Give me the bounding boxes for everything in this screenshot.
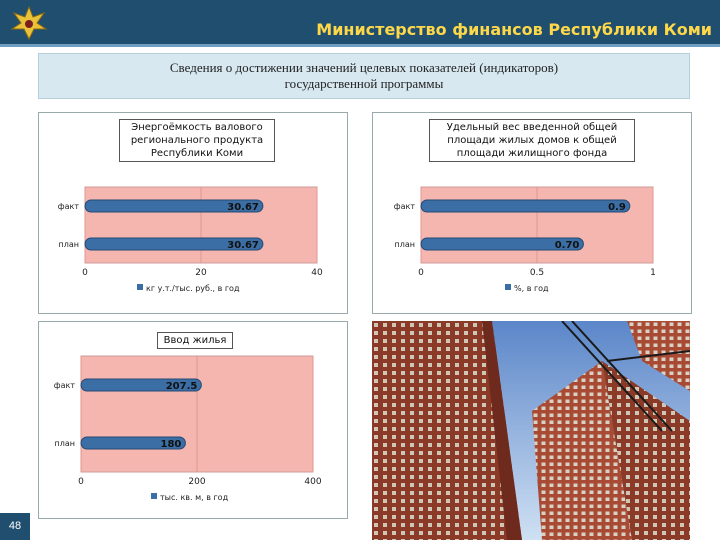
chart-2-legend-label: тыс. кв. м, в год	[160, 493, 229, 502]
chart-1-data-label: 0.70	[554, 240, 580, 251]
chart-housing-commissioning-title: Ввод жилья	[157, 332, 233, 349]
header-rule	[0, 44, 720, 47]
chart-0-data-label: 30.67	[227, 202, 259, 213]
chart-housing-share	[372, 112, 692, 314]
coat-of-arms-logo	[6, 3, 52, 41]
chart-1-bar	[421, 200, 630, 212]
chart-0-category-label: факт	[57, 202, 79, 211]
chart-0-tick-label: 40	[311, 268, 323, 278]
building-photo	[372, 321, 690, 540]
chart-2-data-label: 180	[160, 439, 182, 450]
chart-2-data-label: 207.5	[165, 381, 198, 392]
chart-1-legend-swatch	[505, 284, 511, 290]
left-strip	[0, 47, 30, 540]
chart-0-legend-label: кг у.т./тыс. руб., в год	[146, 284, 240, 293]
chart-1-tick-label: 0	[418, 268, 424, 278]
chart-2-tick-label: 400	[304, 477, 322, 487]
chart-1-legend-label: %, в год	[514, 284, 549, 293]
chart-2-tick-label: 200	[188, 477, 206, 487]
page-subtitle	[38, 53, 690, 99]
header-bar	[0, 0, 720, 44]
chart-2-category-label: факт	[53, 381, 75, 390]
chart-2-legend-swatch	[151, 493, 157, 499]
chart-1-category-label: план	[394, 240, 415, 249]
chart-0-tick-label: 0	[82, 268, 88, 278]
header-title: Министерство финансов Республики Коми	[316, 20, 712, 39]
chart-0-data-label: 30.67	[227, 240, 259, 251]
chart-housing-share-title: Удельный вес введенной общей площади жилых домов к общей площади жилищного фонда	[429, 119, 635, 162]
page-number: 48	[0, 513, 30, 540]
chart-1-data-label: 0.9	[608, 202, 626, 213]
chart-energy-intensity	[38, 112, 348, 314]
chart-1-tick-label: 0.5	[529, 268, 545, 278]
chart-housing-commissioning	[38, 321, 348, 519]
chart-1-category-label: факт	[393, 202, 415, 211]
chart-0-tick-label: 20	[195, 268, 207, 278]
chart-0-category-label: план	[58, 240, 79, 249]
chart-energy-intensity-title: Энергоёмкость валового регионального продукта Республики Коми	[119, 119, 275, 162]
chart-2-tick-label: 0	[78, 477, 84, 487]
chart-housing-commissioning-svg	[39, 322, 347, 518]
subtitle-line-1: Сведения о достижении значений целевых показателей (индикаторов)	[169, 60, 559, 75]
chart-0-legend-swatch	[137, 284, 143, 290]
subtitle-line-2: государственной программы	[284, 76, 444, 91]
chart-2-category-label: план	[54, 439, 75, 448]
chart-1-tick-label: 1	[650, 268, 656, 278]
